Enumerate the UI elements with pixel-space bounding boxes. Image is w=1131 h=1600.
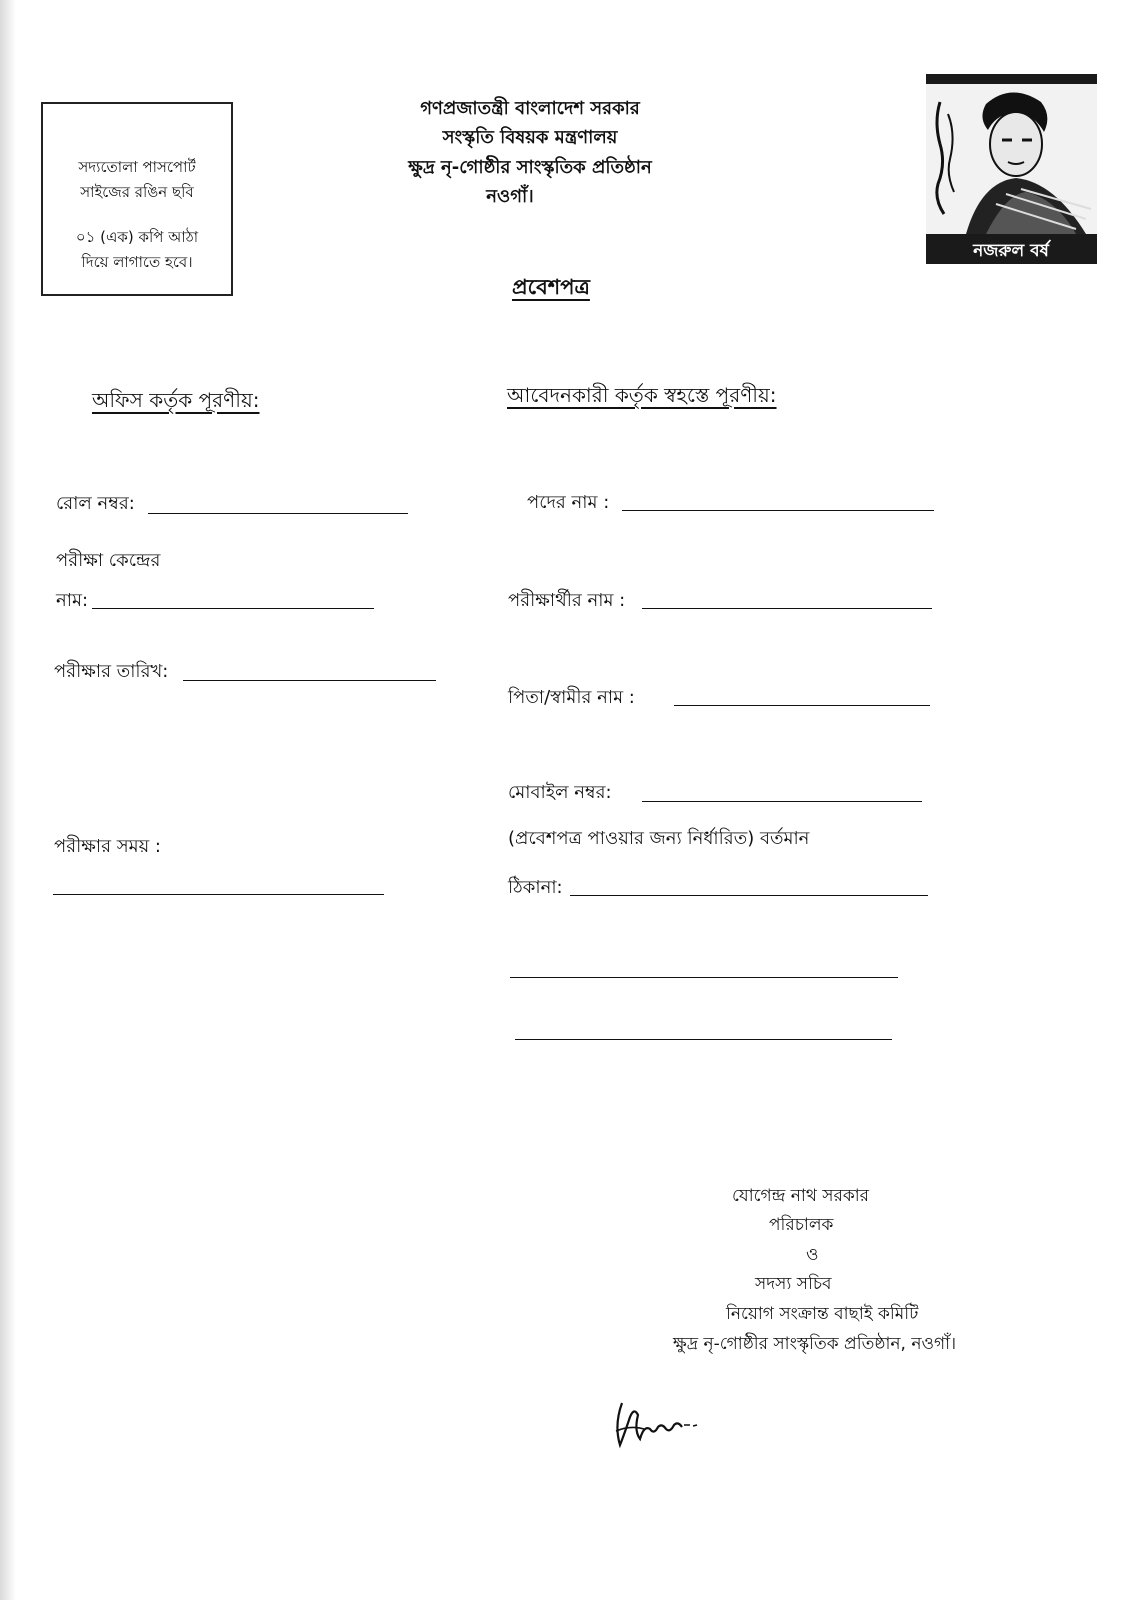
- roll-number-label: রোল নম্বর:: [56, 493, 135, 514]
- exam-date-field[interactable]: [183, 680, 436, 681]
- signatory-committee: নিয়োগ সংক্রান্ত বাছাই কমিটি: [726, 1304, 919, 1324]
- candidate-name-field[interactable]: [642, 608, 932, 609]
- signatory-and: ও: [806, 1245, 819, 1265]
- signatory-organization: ক্ষুদ্র নৃ-গোষ্ঠীর সাংস্কৃতিক প্রতিষ্ঠান, নওগাঁ।: [673, 1334, 957, 1354]
- candidate-name-label: পরীক্ষার্থীর নাম :: [508, 590, 626, 611]
- father-husband-name-field[interactable]: [674, 705, 930, 706]
- address-field-line-2[interactable]: [510, 977, 898, 978]
- address-label: ঠিকানা:: [508, 877, 563, 898]
- address-note: (প্রবেশপত্র পাওয়ার জন্য নির্ধারিত) বর্তমান: [508, 828, 810, 849]
- header-government: গণপ্রজাতন্ত্রী বাংলাদেশ সরকার: [420, 98, 640, 119]
- mobile-number-label: মোবাইল নম্বর:: [508, 782, 612, 803]
- post-name-label: পদের নাম :: [527, 492, 610, 513]
- applicant-section-heading: আবেদনকারী কর্তৃক স্বহস্তে পূরণীয়:: [507, 383, 777, 407]
- photo-instruction-line-3: ০১ (এক) কপি আঠা: [75, 228, 199, 246]
- nazrul-portrait-icon: [926, 74, 1097, 264]
- exam-center-field[interactable]: [92, 608, 374, 609]
- office-section-heading: অফিস কর্তৃক পূরণীয়:: [92, 388, 260, 412]
- address-field-line-3[interactable]: [515, 1039, 892, 1040]
- mobile-number-field[interactable]: [642, 801, 922, 802]
- photo-instruction-line-2: সাইজের রঙিন ছবি: [80, 183, 194, 201]
- handwritten-signature: [610, 1395, 700, 1455]
- roll-number-field[interactable]: [148, 513, 408, 514]
- exam-time-field[interactable]: [53, 894, 384, 895]
- header-institution: ক্ষুদ্র নৃ-গোষ্ঠীর সাংস্কৃতিক প্রতিষ্ঠান: [408, 157, 652, 178]
- header-district: নওগাঁ।: [486, 186, 534, 207]
- exam-center-label: পরীক্ষা কেন্দ্রের: [56, 550, 161, 571]
- father-husband-name-label: পিতা/স্বামীর নাম :: [508, 687, 635, 708]
- signatory-title-member-secretary: সদস্য সচিব: [755, 1274, 832, 1294]
- post-name-field[interactable]: [622, 510, 934, 511]
- page-title: প্রবেশপত্র: [512, 275, 590, 299]
- exam-center-name-label: নাম:: [56, 590, 89, 611]
- nazrul-year-logo: [926, 74, 1097, 264]
- photo-instruction-line-1: সদ্যতোলা পাসপোর্ট: [78, 158, 196, 176]
- address-field-line-1[interactable]: [570, 895, 928, 896]
- exam-date-label: পরীক্ষার তারিখ:: [54, 661, 169, 682]
- photo-instruction-line-4: দিয়ে লাগাতে হবে।: [81, 253, 193, 271]
- header-ministry: সংস্কৃতি বিষয়ক মন্ত্রণালয়: [442, 127, 618, 148]
- exam-time-label: পরীক্ষার সময় :: [54, 836, 161, 857]
- photo-placeholder-box: [41, 102, 233, 296]
- page-edge-shadow: [0, 0, 16, 1600]
- logo-caption: নজরুল বর্ষ: [973, 241, 1049, 261]
- signatory-name: যোগেন্দ্র নাথ সরকার: [732, 1186, 869, 1206]
- signatory-title-director: পরিচালক: [769, 1215, 834, 1235]
